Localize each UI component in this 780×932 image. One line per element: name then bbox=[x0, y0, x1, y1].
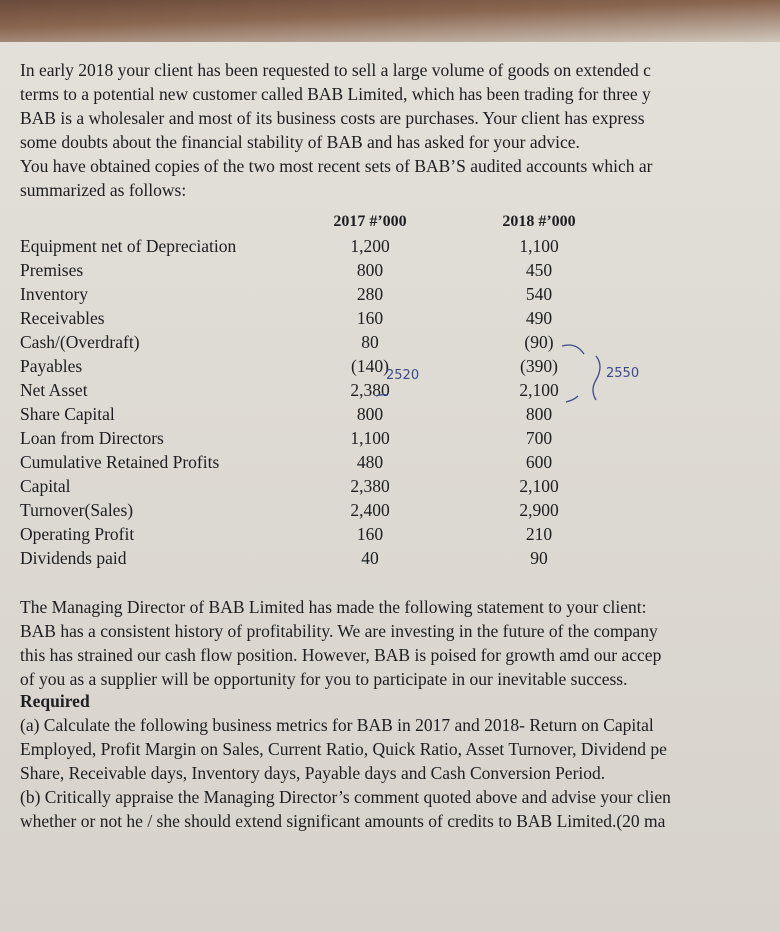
handwritten-note-2017: 2520 bbox=[386, 368, 420, 383]
row-label: Cash/(Overdraft) bbox=[20, 332, 140, 352]
value-2018: 800 bbox=[525, 404, 553, 424]
row-label: Share Capital bbox=[20, 404, 115, 424]
value-2018: 700 bbox=[525, 428, 553, 448]
statement-line-1: The Managing Director of BAB Limited has made the following statement to your client: bbox=[20, 597, 647, 617]
statement-line-2: BAB has a consistent history of profitability. We are investing in the future of the company bbox=[20, 621, 658, 641]
row-label: Capital bbox=[20, 476, 71, 496]
statement-line-3: this has strained our cash flow position. However, BAB is poised for growth amd our accep bbox=[20, 645, 662, 665]
intro-line-3: BAB is a wholesaler and most of its business costs are purchases. Your client has express bbox=[20, 108, 645, 128]
value-2017: 80 bbox=[361, 332, 379, 352]
value-2018: 2,100 bbox=[519, 380, 559, 400]
intro-line-5: You have obtained copies of the two most recent sets of BAB’S audited accounts which ar bbox=[20, 156, 653, 176]
pen-tick-2018 bbox=[566, 396, 578, 402]
value-2018: 2,100 bbox=[519, 476, 559, 496]
row-label: Turnover(Sales) bbox=[20, 500, 134, 520]
value-2018: 90 bbox=[530, 548, 548, 568]
value-2018: 490 bbox=[525, 308, 553, 328]
pen-tick-2017 bbox=[376, 395, 388, 396]
value-2018: 210 bbox=[525, 524, 553, 544]
value-2018: (390) bbox=[520, 356, 558, 376]
value-2017: 480 bbox=[356, 452, 384, 472]
task-line-1: (a) Calculate the following business metrics for BAB in 2017 and 2018- Return on Capital bbox=[20, 715, 654, 735]
value-2017: 800 bbox=[356, 404, 384, 424]
value-2017: 160 bbox=[356, 524, 384, 544]
value-2018: 540 bbox=[525, 284, 553, 304]
row-label: Receivables bbox=[20, 308, 105, 328]
row-label: Payables bbox=[20, 356, 83, 376]
value-2017: 1,100 bbox=[350, 428, 390, 448]
task-line-2: Employed, Profit Margin on Sales, Current Ratio, Quick Ratio, Asset Turnover, Dividend pe bbox=[20, 739, 667, 759]
row-label: Cumulative Retained Profits bbox=[20, 452, 220, 472]
value-2017: 280 bbox=[356, 284, 384, 304]
value-2017: (140) bbox=[351, 356, 389, 376]
required-heading: Required bbox=[20, 691, 90, 711]
row-label: Premises bbox=[20, 260, 84, 280]
value-2017: 160 bbox=[356, 308, 384, 328]
row-label: Dividends paid bbox=[20, 548, 127, 568]
header-2018: 2018 #’000 bbox=[502, 213, 576, 230]
value-2017: 800 bbox=[356, 260, 384, 280]
row-label: Equipment net of Depreciation bbox=[20, 236, 237, 256]
value-2018: (90) bbox=[524, 332, 554, 352]
value-2018: 1,100 bbox=[519, 236, 559, 256]
value-2017: 1,200 bbox=[350, 236, 390, 256]
intro-line-2: terms to a potential new customer called BAB Limited, which has been trading for three y bbox=[20, 84, 651, 104]
row-label: Inventory bbox=[20, 284, 89, 304]
task-line-3: Share, Receivable days, Inventory days, Payable days and Cash Conversion Period. bbox=[20, 763, 606, 783]
statement-line-4: of you as a supplier will be opportunity for you to participate in our inevitable success. bbox=[20, 669, 628, 689]
header-2017: 2017 #’000 bbox=[333, 213, 407, 230]
value-2018: 2,900 bbox=[519, 500, 559, 520]
task-line-4: (b) Critically appraise the Managing Director’s comment quoted above and advise your clien bbox=[20, 787, 671, 807]
intro-line-6: summarized as follows: bbox=[20, 180, 187, 200]
value-2018: 600 bbox=[525, 452, 553, 472]
intro-line-4: some doubts about the financial stability of BAB and has asked for your advice. bbox=[20, 132, 580, 152]
row-label: Operating Profit bbox=[20, 524, 135, 544]
task-line-5: whether or not he / she should extend significant amounts of credits to BAB Limited.(20 ma bbox=[20, 811, 666, 831]
value-2017: 2,380 bbox=[350, 476, 390, 496]
handwritten-note-2018: 2550 bbox=[606, 366, 640, 381]
row-label: Loan from Directors bbox=[20, 428, 164, 448]
intro-line-1: In early 2018 your client has been requested to sell a large volume of goods on extended c bbox=[20, 60, 651, 80]
value-2018: 450 bbox=[525, 260, 553, 280]
value-2017: 2,400 bbox=[350, 500, 390, 520]
value-2017: 40 bbox=[361, 548, 379, 568]
value-2017: 2,380 bbox=[350, 380, 390, 400]
pen-arc-2018 bbox=[562, 345, 584, 354]
row-label: Net Asset bbox=[20, 380, 88, 400]
pen-bracket-2018 bbox=[593, 356, 600, 400]
